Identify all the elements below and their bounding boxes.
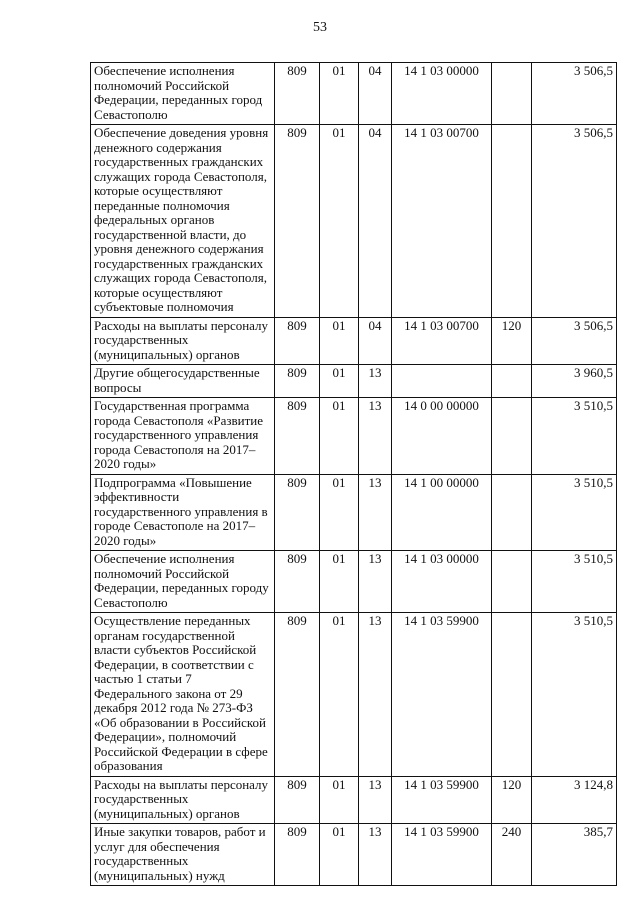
department-code: 809: [275, 551, 320, 613]
row-name: Расходы на выплаты персоналу государственных (муниципальных) органов: [91, 776, 275, 824]
section-code: 01: [320, 551, 359, 613]
subsection-code: 13: [359, 776, 392, 824]
row-name: Подпрограмма «Повышение эффективности государственного управления в городе Севастополе на 2017–2020 годы»: [91, 474, 275, 551]
subsection-code: 13: [359, 365, 392, 398]
department-code: 809: [275, 776, 320, 824]
department-code: 809: [275, 63, 320, 125]
table-row: [91, 776, 617, 824]
row-name: Осуществление переданных органам государственной власти субъектов Российской Федерации, в соответствии с частью 1 статьи 7 Федерального закона от 29 декабря 2012 года № 273-ФЗ «Об образовании в Российской Федерации», полномочий Российской Федерации в сфере образования: [91, 613, 275, 777]
table-row: [91, 824, 617, 886]
page-number: 53: [313, 20, 327, 35]
section-code: 01: [320, 474, 359, 551]
target-article-code: 14 0 00 00000: [392, 398, 492, 475]
expense-type-code: 240: [492, 824, 532, 886]
section-code: 01: [320, 776, 359, 824]
subsection-code: 13: [359, 398, 392, 475]
target-article-code: 14 1 03 59900: [392, 824, 492, 886]
department-code: 809: [275, 317, 320, 365]
amount: 3 124,8: [532, 776, 617, 824]
target-article-code: 14 1 00 00000: [392, 474, 492, 551]
row-name: Государственная программа города Севастополя «Развитие государственного управления города Севастополя на 2017–2020 годы»: [91, 398, 275, 475]
row-name: Обеспечение исполнения полномочий Российской Федерации, переданных город Севастополю: [91, 63, 275, 125]
amount: 3 510,5: [532, 613, 617, 777]
amount: 385,7: [532, 824, 617, 886]
table-row: [91, 474, 617, 551]
subsection-code: 04: [359, 63, 392, 125]
section-code: 01: [320, 125, 359, 318]
subsection-code: 04: [359, 125, 392, 318]
expense-type-code: [492, 125, 532, 318]
department-code: 809: [275, 398, 320, 475]
expense-type-code: [492, 398, 532, 475]
subsection-code: 13: [359, 613, 392, 777]
section-code: 01: [320, 824, 359, 886]
target-article-code: [392, 365, 492, 398]
subsection-code: 13: [359, 551, 392, 613]
target-article-code: 14 1 03 00700: [392, 125, 492, 318]
expense-type-code: [492, 63, 532, 125]
row-name: Другие общегосударственные вопросы: [91, 365, 275, 398]
target-article-code: 14 1 03 00700: [392, 317, 492, 365]
section-code: 01: [320, 63, 359, 125]
amount: 3 510,5: [532, 551, 617, 613]
amount: 3 510,5: [532, 398, 617, 475]
department-code: 809: [275, 613, 320, 777]
table-row: [91, 551, 617, 613]
amount: 3 510,5: [532, 474, 617, 551]
section-code: 01: [320, 317, 359, 365]
table-row: [91, 613, 617, 777]
subsection-code: 13: [359, 474, 392, 551]
target-article-code: 14 1 03 00000: [392, 63, 492, 125]
target-article-code: 14 1 03 59900: [392, 776, 492, 824]
budget-table: [90, 62, 617, 886]
department-code: 809: [275, 365, 320, 398]
section-code: 01: [320, 365, 359, 398]
table-row: [91, 398, 617, 475]
expense-type-code: 120: [492, 317, 532, 365]
expense-type-code: 120: [492, 776, 532, 824]
row-name: Иные закупки товаров, работ и услуг для обеспечения государственных (муниципальных) нужд: [91, 824, 275, 886]
section-code: 01: [320, 613, 359, 777]
subsection-code: 13: [359, 824, 392, 886]
department-code: 809: [275, 474, 320, 551]
row-name: Обеспечение исполнения полномочий Российской Федерации, переданных городу Севастополю: [91, 551, 275, 613]
amount: 3 506,5: [532, 63, 617, 125]
target-article-code: 14 1 03 59900: [392, 613, 492, 777]
subsection-code: 04: [359, 317, 392, 365]
row-name: Расходы на выплаты персоналу государственных (муниципальных) органов: [91, 317, 275, 365]
section-code: 01: [320, 398, 359, 475]
department-code: 809: [275, 824, 320, 886]
expense-type-code: [492, 551, 532, 613]
department-code: 809: [275, 125, 320, 318]
table-row: [91, 125, 617, 318]
expense-type-code: [492, 365, 532, 398]
expense-type-code: [492, 613, 532, 777]
table-row: [91, 317, 617, 365]
row-name: Обеспечение доведения уровня денежного содержания государственных гражданских служащих города Севастополя, которые осуществляют переданные полномочия федеральных органов государственной власти, до уровня денежного содержания государственных гражданских служащих города Севастополя, которые осуществляют субъектовые полномочия: [91, 125, 275, 318]
table-row: [91, 365, 617, 398]
amount: 3 960,5: [532, 365, 617, 398]
table-row: [91, 63, 617, 125]
amount: 3 506,5: [532, 125, 617, 318]
target-article-code: 14 1 03 00000: [392, 551, 492, 613]
amount: 3 506,5: [532, 317, 617, 365]
expense-type-code: [492, 474, 532, 551]
